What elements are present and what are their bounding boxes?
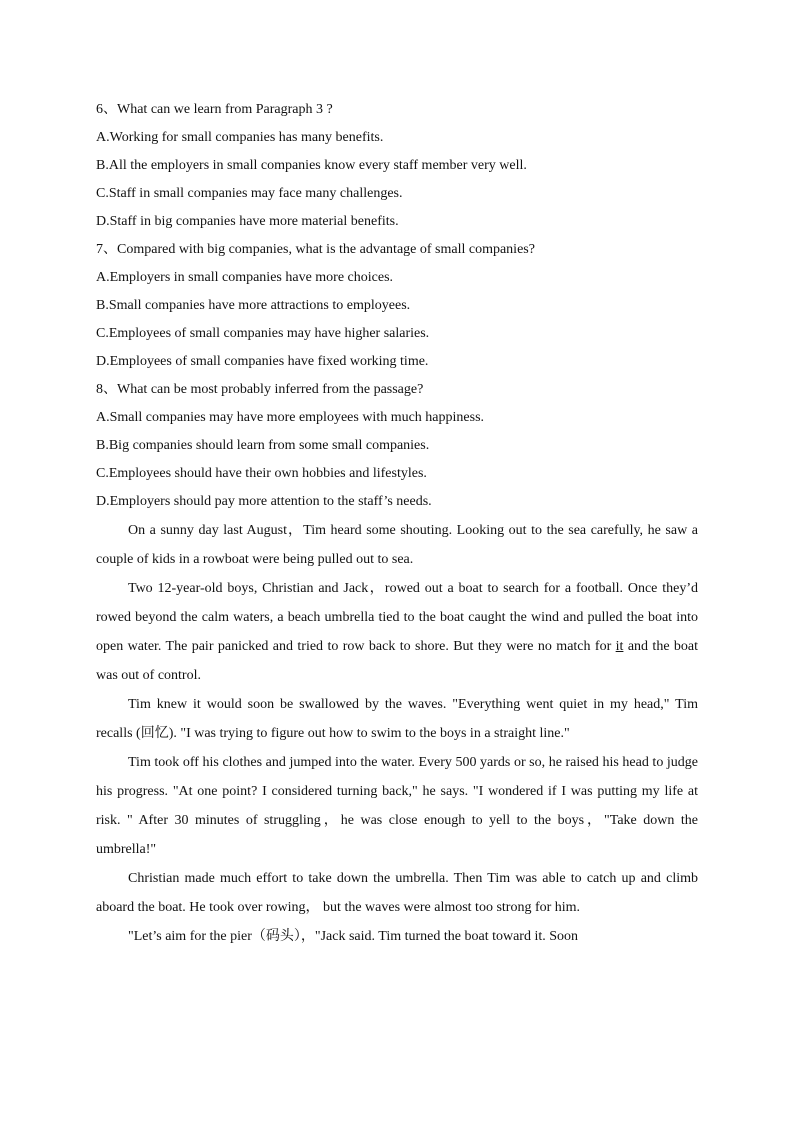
underlined-word: it — [615, 639, 624, 654]
passage-paragraph-6: "Let’s aim for the pier（码头），"Jack said. Tim turned the boat toward it. Soon — [128, 929, 579, 944]
question-6 — [96, 96, 698, 236]
option-8d: D.Employers should pay more attention to the staff’s needs. — [96, 494, 432, 509]
passage-paragraph-1: On a sunny day last August，Tim heard some shouting. Looking out to the sea carefully, he saw a couple of kids in a rowboat were being pulled out to sea. — [96, 523, 698, 567]
question-8 — [96, 376, 698, 516]
question-7 — [96, 236, 698, 376]
passage-paragraph-2-text: Two 12-year-old boys, Christian and Jack，rowed out a boat to search for a football. Once they’d rowed beyond the calm waters, a beach umbrella tied to the boat caught the wind and pulled the boat into open water. The pair panicked and tried to row back to shore. But they were no match for — [96, 581, 698, 654]
passage-paragraph-2-end: and the boat was out of control. — [96, 639, 699, 683]
option-8b: B.Big companies should learn from some small companies. — [96, 438, 430, 453]
option-7c: C.Employees of small companies may have higher salaries. — [96, 326, 430, 341]
option-8c: C.Employees should have their own hobbies and lifestyles. — [96, 466, 427, 481]
document-page — [96, 96, 698, 951]
passage-paragraph-3: Tim knew it would soon be swallowed by the waves. "Everything went quiet in my head," Tim recalls (回忆). "I was trying to figure out how to swim to the boys in a straight line." — [96, 697, 698, 741]
option-7d: D.Employees of small companies have fixed working time. — [96, 354, 429, 369]
option-7a: A.Employers in small companies have more choices. — [96, 270, 394, 285]
passage-paragraph-2 — [96, 574, 698, 690]
passage-paragraph-5: Christian made much effort to take down the umbrella. Then Tim was able to catch up and climb aboard the boat. He took over rowing， but the waves were almost too strong for him. — [96, 871, 698, 915]
question-6-stem: 6、What can we learn from Paragraph 3 ? — [96, 102, 333, 117]
option-6b: B.All the employers in small companies know every staff member very well. — [96, 158, 527, 173]
option-7b: B.Small companies have more attractions to employees. — [96, 298, 411, 313]
question-8-stem: 8、What can be most probably inferred from the passage? — [96, 382, 424, 397]
question-7-stem: 7、Compared with big companies, what is the advantage of small companies? — [96, 242, 535, 257]
passage — [96, 516, 698, 951]
option-6c: C.Staff in small companies may face many challenges. — [96, 186, 403, 201]
option-6a: A.Working for small companies has many benefits. — [96, 130, 384, 145]
option-6d: D.Staff in big companies have more material benefits. — [96, 214, 399, 229]
option-8a: A.Small companies may have more employees with much happiness. — [96, 410, 485, 425]
passage-paragraph-4: Tim took off his clothes and jumped into the water. Every 500 yards or so, he raised his head to judge his progress. "At one point? I considered turning back," he says. "I wondered if I was putting my life at risk. " After 30 minutes of struggling，he was close enough to yell to the boys，"Take down the umbrella!" — [96, 755, 698, 857]
